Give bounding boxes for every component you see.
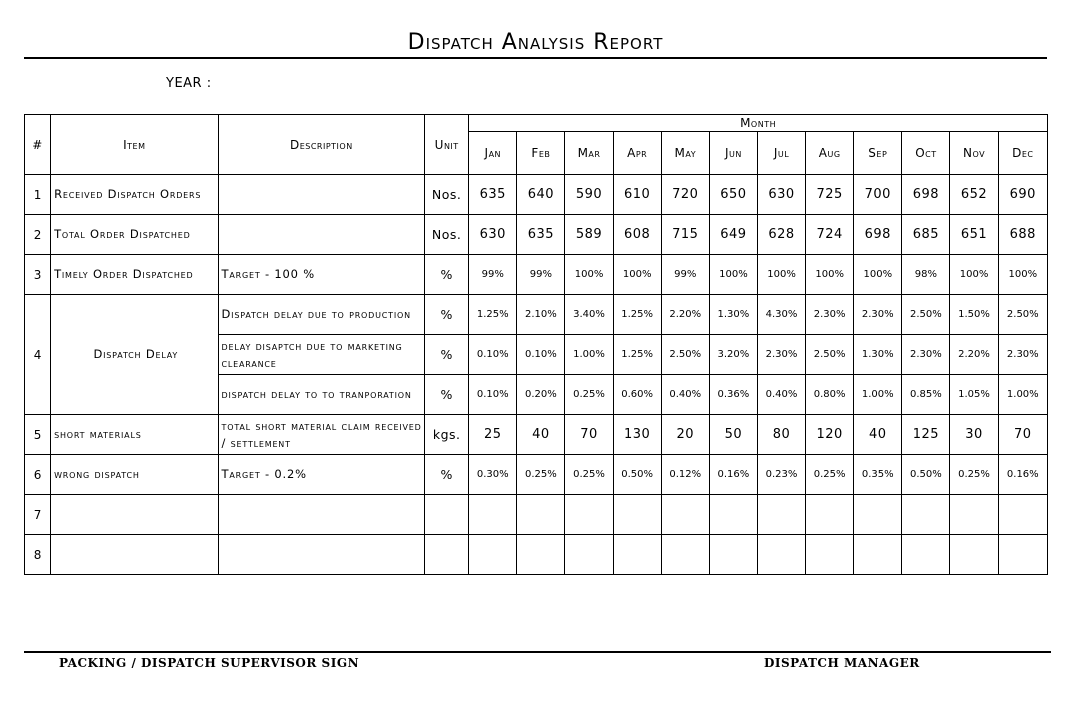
table-row (25, 255, 1048, 295)
row-value-jan: 25 (469, 415, 517, 455)
row-value-dec: 70 (998, 415, 1047, 455)
row-description: total short material claim received / settlement (218, 415, 425, 455)
row-value-feb: 0.25% (517, 455, 565, 495)
row-value-may: 0.40% (661, 375, 709, 415)
row-value-aug: 100% (806, 255, 854, 295)
row-unit: % (425, 295, 469, 335)
row-value-mar: 70 (565, 415, 613, 455)
row-value-dec: 100% (998, 255, 1047, 295)
row-value-nov: 100% (950, 255, 998, 295)
table-row (25, 215, 1048, 255)
row-value-mar: 0.25% (565, 375, 613, 415)
row-value-jul (757, 495, 805, 535)
row-item (51, 535, 218, 575)
month-header-nov: Nov (950, 132, 998, 175)
row-value-feb: 40 (517, 415, 565, 455)
month-header-dec: Dec (998, 132, 1047, 175)
month-header-mar: Mar (565, 132, 613, 175)
month-header-jul: Jul (757, 132, 805, 175)
row-description: dispatch delay to to tranporation (218, 375, 425, 415)
row-unit: % (425, 255, 469, 295)
row-value-sep: 40 (854, 415, 902, 455)
row-value-jul: 2.30% (757, 335, 805, 375)
table-row (25, 535, 1048, 575)
row-value-jun: 3.20% (709, 335, 757, 375)
row-value-apr: 0.50% (613, 455, 661, 495)
month-header-feb: Feb (517, 132, 565, 175)
row-unit: Nos. (425, 215, 469, 255)
row-value-may: 2.50% (661, 335, 709, 375)
row-value-oct: 2.30% (902, 335, 950, 375)
row-value-jul: 630 (757, 175, 805, 215)
row-value-jan: 0.10% (469, 375, 517, 415)
row-number: 1 (25, 175, 51, 215)
row-value-dec (998, 535, 1047, 575)
row-value-aug (806, 495, 854, 535)
row-value-sep: 2.30% (854, 295, 902, 335)
row-item: Dispatch Delay (51, 295, 218, 415)
row-value-may: 20 (661, 415, 709, 455)
row-description (218, 495, 425, 535)
row-description: Target - 0.2% (218, 455, 425, 495)
row-value-jun (709, 535, 757, 575)
table-row (25, 455, 1048, 495)
row-description (218, 535, 425, 575)
row-value-mar: 590 (565, 175, 613, 215)
row-value-feb: 635 (517, 215, 565, 255)
row-value-nov: 2.20% (950, 335, 998, 375)
supervisor-signature-label: PACKING / DISPATCH SUPERVISOR SIGN (59, 656, 360, 670)
year-label: YEAR : (166, 76, 212, 91)
row-value-aug: 0.25% (806, 455, 854, 495)
row-value-aug: 2.50% (806, 335, 854, 375)
row-value-sep: 1.30% (854, 335, 902, 375)
row-value-oct: 0.50% (902, 455, 950, 495)
row-value-nov: 1.50% (950, 295, 998, 335)
row-value-feb (517, 535, 565, 575)
row-value-jun: 650 (709, 175, 757, 215)
row-value-dec (998, 495, 1047, 535)
row-value-jun: 0.36% (709, 375, 757, 415)
row-value-apr: 608 (613, 215, 661, 255)
row-unit (425, 495, 469, 535)
row-value-feb: 0.10% (517, 335, 565, 375)
row-value-nov: 651 (950, 215, 998, 255)
row-value-dec: 2.50% (998, 295, 1047, 335)
row-item: wrong dispatch (51, 455, 218, 495)
row-value-sep (854, 535, 902, 575)
row-value-may (661, 495, 709, 535)
row-value-apr (613, 535, 661, 575)
row-value-apr: 130 (613, 415, 661, 455)
month-header-jan: Jan (469, 132, 517, 175)
row-description (218, 215, 425, 255)
row-value-aug: 0.80% (806, 375, 854, 415)
title-divider (24, 57, 1047, 59)
row-value-dec: 690 (998, 175, 1047, 215)
row-value-may: 715 (661, 215, 709, 255)
month-header-sep: Sep (854, 132, 902, 175)
row-number: 3 (25, 255, 51, 295)
row-value-oct: 0.85% (902, 375, 950, 415)
manager-signature-label: DISPATCH MANAGER (764, 656, 920, 670)
row-value-oct (902, 535, 950, 575)
month-header-aug: Aug (806, 132, 854, 175)
table-row (25, 295, 1048, 335)
row-value-aug: 2.30% (806, 295, 854, 335)
row-item: Received Dispatch Orders (51, 175, 218, 215)
row-description: delay disaptch due to marketing clearance (218, 335, 425, 375)
row-value-jun: 649 (709, 215, 757, 255)
row-item: short materials (51, 415, 218, 455)
row-value-feb (517, 495, 565, 535)
row-value-jun: 0.16% (709, 455, 757, 495)
row-value-sep: 0.35% (854, 455, 902, 495)
row-value-nov (950, 495, 998, 535)
header-month: Month (469, 115, 1048, 132)
row-value-jan: 1.25% (469, 295, 517, 335)
month-header-may: May (661, 132, 709, 175)
row-value-apr: 1.25% (613, 295, 661, 335)
row-value-jan: 99% (469, 255, 517, 295)
row-value-apr: 1.25% (613, 335, 661, 375)
row-value-dec: 0.16% (998, 455, 1047, 495)
row-value-aug: 724 (806, 215, 854, 255)
row-value-apr: 100% (613, 255, 661, 295)
row-value-mar: 0.25% (565, 455, 613, 495)
row-value-oct: 685 (902, 215, 950, 255)
row-value-apr: 0.60% (613, 375, 661, 415)
month-header-jun: Jun (709, 132, 757, 175)
month-header-apr: Apr (613, 132, 661, 175)
row-unit (425, 535, 469, 575)
row-value-may: 99% (661, 255, 709, 295)
row-description: Target - 100 % (218, 255, 425, 295)
row-value-jan: 0.10% (469, 335, 517, 375)
row-number: 5 (25, 415, 51, 455)
row-value-apr (613, 495, 661, 535)
row-value-aug: 725 (806, 175, 854, 215)
row-value-jan: 635 (469, 175, 517, 215)
row-value-oct: 98% (902, 255, 950, 295)
row-value-jan (469, 535, 517, 575)
row-value-mar: 3.40% (565, 295, 613, 335)
row-value-jun (709, 495, 757, 535)
row-value-oct (902, 495, 950, 535)
signature-divider (24, 651, 1051, 653)
row-value-sep: 698 (854, 215, 902, 255)
row-value-may (661, 535, 709, 575)
row-value-sep: 1.00% (854, 375, 902, 415)
row-value-oct: 2.50% (902, 295, 950, 335)
row-number: 7 (25, 495, 51, 535)
row-value-mar: 1.00% (565, 335, 613, 375)
row-value-jan: 630 (469, 215, 517, 255)
row-value-feb: 640 (517, 175, 565, 215)
row-description: Dispatch delay due to production (218, 295, 425, 335)
row-value-may: 0.12% (661, 455, 709, 495)
row-value-jun: 1.30% (709, 295, 757, 335)
row-value-dec: 688 (998, 215, 1047, 255)
row-number: 2 (25, 215, 51, 255)
row-value-nov: 1.05% (950, 375, 998, 415)
row-value-jan (469, 495, 517, 535)
header-item: Item (51, 115, 218, 175)
row-value-sep: 100% (854, 255, 902, 295)
table-row (25, 415, 1048, 455)
month-header-oct: Oct (902, 132, 950, 175)
row-value-feb: 2.10% (517, 295, 565, 335)
page-title: Dispatch Analysis Report (407, 30, 664, 55)
table-body (25, 175, 1048, 575)
row-value-jun: 50 (709, 415, 757, 455)
row-value-nov: 0.25% (950, 455, 998, 495)
row-value-nov: 652 (950, 175, 998, 215)
row-value-mar (565, 535, 613, 575)
row-value-jul: 4.30% (757, 295, 805, 335)
row-value-mar: 589 (565, 215, 613, 255)
row-unit: % (425, 335, 469, 375)
row-value-oct: 698 (902, 175, 950, 215)
row-value-jun: 100% (709, 255, 757, 295)
header-number: # (25, 115, 51, 175)
row-value-jul: 0.40% (757, 375, 805, 415)
header-description: Description (218, 115, 425, 175)
row-value-may: 720 (661, 175, 709, 215)
row-value-mar (565, 495, 613, 535)
row-value-jul: 628 (757, 215, 805, 255)
row-value-aug: 120 (806, 415, 854, 455)
row-value-feb: 99% (517, 255, 565, 295)
row-number: 4 (25, 295, 51, 415)
row-unit: % (425, 455, 469, 495)
row-value-nov: 30 (950, 415, 998, 455)
row-unit: % (425, 375, 469, 415)
row-value-jul: 100% (757, 255, 805, 295)
row-value-may: 2.20% (661, 295, 709, 335)
table-row (25, 495, 1048, 535)
row-unit: Nos. (425, 175, 469, 215)
row-number: 8 (25, 535, 51, 575)
row-unit: kgs. (425, 415, 469, 455)
row-value-dec: 2.30% (998, 335, 1047, 375)
row-value-mar: 100% (565, 255, 613, 295)
row-description (218, 175, 425, 215)
row-value-sep: 700 (854, 175, 902, 215)
row-value-apr: 610 (613, 175, 661, 215)
row-value-dec: 1.00% (998, 375, 1047, 415)
row-value-aug (806, 535, 854, 575)
row-value-feb: 0.20% (517, 375, 565, 415)
row-value-sep (854, 495, 902, 535)
row-item: Timely Order Dispatched (51, 255, 218, 295)
row-value-oct: 125 (902, 415, 950, 455)
row-value-jul (757, 535, 805, 575)
row-value-jul: 80 (757, 415, 805, 455)
dispatch-table (24, 114, 1048, 575)
row-value-jul: 0.23% (757, 455, 805, 495)
header-unit: Unit (425, 115, 469, 175)
table-row (25, 175, 1048, 215)
row-number: 6 (25, 455, 51, 495)
row-item: Total Order Dispatched (51, 215, 218, 255)
row-value-nov (950, 535, 998, 575)
row-value-jan: 0.30% (469, 455, 517, 495)
row-item (51, 495, 218, 535)
